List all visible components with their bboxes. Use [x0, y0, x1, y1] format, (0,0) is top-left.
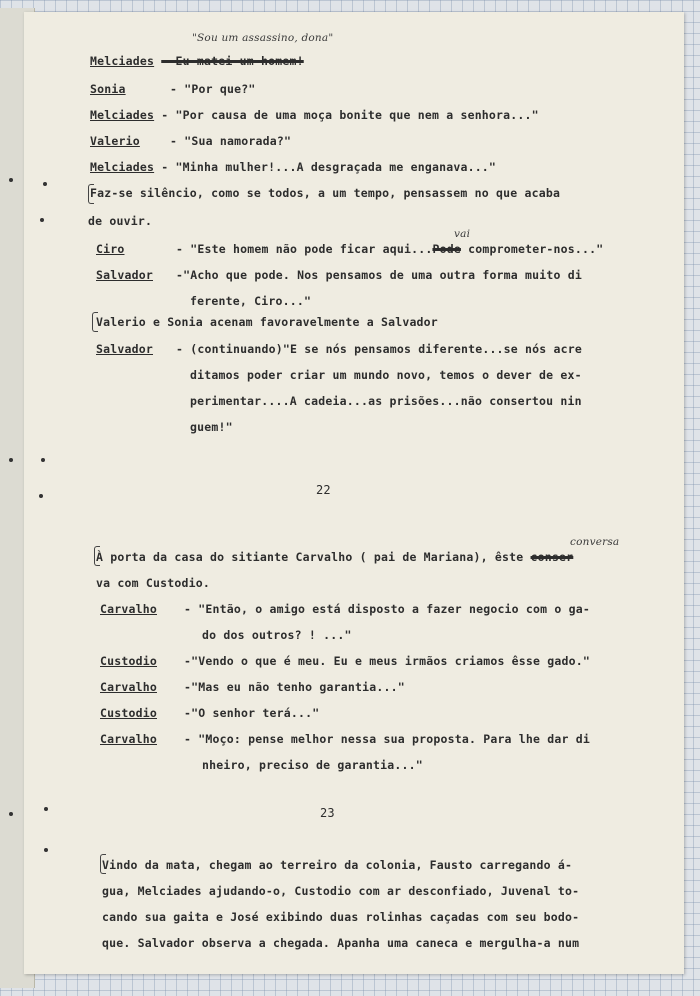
dialogue-text: -"O senhor terá..." — [184, 706, 320, 720]
speaker-name: Custodio — [100, 706, 157, 720]
stage-direction: de ouvir. — [88, 214, 153, 228]
punch-hole — [40, 218, 44, 222]
dialogue-line — [90, 108, 539, 122]
struck-text: - Eu matei um homem! — [161, 54, 304, 68]
dialogue-line — [96, 268, 582, 282]
typescript-page — [24, 12, 684, 974]
dialogue-line — [100, 680, 405, 694]
dialogue-text: do dos outros? ! ..." — [202, 628, 352, 642]
dialogue-text: -"Vendo o que é meu. Eu e meus irmãos criamos êsse gado." — [184, 654, 591, 668]
stage-direction: va com Custodio. — [96, 576, 210, 590]
dialogue-text: perimentar....A cadeia...as prisões...não consertou nin — [190, 394, 582, 408]
speaker-name: Melciades — [90, 108, 155, 122]
handwritten-insert: conversa — [570, 536, 620, 548]
stage-direction: gua, Melciades ajudando-o, Custodio com ar desconfiado, Juvenal to- — [102, 884, 580, 898]
stage-direction — [96, 550, 573, 564]
dialogue-line — [100, 706, 319, 720]
dialogue-text: ferente, Ciro..." — [190, 294, 312, 308]
dialogue-line — [90, 54, 304, 68]
speaker-name: Valerio — [90, 134, 140, 148]
punch-hole — [9, 812, 13, 816]
dialogue-line — [90, 82, 255, 96]
speaker-name: Salvador — [96, 342, 153, 356]
punch-hole — [39, 494, 43, 498]
speaker-name: Custodio — [100, 654, 157, 668]
punch-hole — [9, 458, 13, 462]
dialogue-text: -"Acho que pode. Nos pensamos de uma outra forma muito di — [176, 268, 583, 282]
punch-hole — [44, 848, 48, 852]
scene-number: 23 — [320, 806, 335, 820]
punch-hole — [43, 182, 47, 186]
speaker-name: Carvalho — [100, 602, 157, 616]
dialogue-line — [100, 732, 590, 746]
dialogue-text: - "Minha mulher!...A desgraçada me enganava..." — [161, 160, 497, 174]
dialogue-line — [90, 134, 291, 148]
stage-direction-text: À porta da casa do sitiante Carvalho ( pai de Mariana), êste — [96, 550, 531, 564]
scene-number: 22 — [316, 483, 331, 497]
dialogue-line — [100, 602, 590, 616]
dialogue-text: - "Por causa de uma moça bonite que nem a senhora..." — [161, 108, 539, 122]
speaker-name: Melciades — [90, 160, 155, 174]
dialogue-text: - (continuando)"E se nós pensamos diferente...se nós acre — [176, 342, 583, 356]
dialogue-text: guem!" — [190, 420, 233, 434]
punch-hole — [9, 178, 13, 182]
speaker-name: Melciades — [90, 54, 155, 68]
speaker-name: Sonia — [90, 82, 126, 96]
speaker-name: Salvador — [96, 268, 153, 282]
stage-direction: cando sua gaita e José exibindo duas rolinhas caçadas com seu bodo- — [102, 910, 580, 924]
stage-direction: que. Salvador observa a chegada. Apanha uma caneca e mergulha-a num — [102, 936, 580, 950]
punch-hole — [44, 807, 48, 811]
handwritten-insert: vai — [454, 228, 471, 240]
handwritten-note: "Sou um assassino, dona" — [192, 32, 334, 44]
stage-direction: Faz-se silêncio, como se todos, a um tempo, pensassem no que acaba — [90, 186, 561, 200]
dialogue-text: ditamos poder criar um mundo novo, temos o dever de ex- — [190, 368, 582, 382]
dialogue-text: - "Então, o amigo está disposto a fazer negocio com o ga- — [184, 602, 591, 616]
stage-direction: Valerio e Sonia acenam favoravelmente a Salvador — [96, 315, 438, 329]
dialogue-line — [96, 342, 582, 356]
dialogue-line — [96, 242, 603, 256]
dialogue-text: -"Mas eu não tenho garantia..." — [184, 680, 405, 694]
punch-hole — [41, 458, 45, 462]
dialogue-text: - "Sua namorada?" — [170, 134, 292, 148]
struck-text: conser — [530, 550, 574, 564]
dialogue-text: - "Moço: pense melhor nessa sua proposta. Para lhe dar di — [184, 732, 591, 746]
dialogue-line — [100, 654, 590, 668]
dialogue-line — [90, 160, 496, 174]
speaker-name: Carvalho — [100, 732, 157, 746]
dialogue-text: comprometer-nos..." — [460, 242, 604, 256]
stage-direction: Vindo da mata, chegam ao terreiro da colonia, Fausto carregando á- — [102, 858, 573, 872]
speaker-name: Carvalho — [100, 680, 157, 694]
struck-text: Pode — [432, 242, 461, 256]
dialogue-text: nheiro, preciso de garantia..." — [202, 758, 423, 772]
dialogue-text: - "Este homem não pode ficar aqui... — [176, 242, 433, 256]
speaker-name: Ciro — [96, 242, 125, 256]
dialogue-text: - "Por que?" — [170, 82, 256, 96]
